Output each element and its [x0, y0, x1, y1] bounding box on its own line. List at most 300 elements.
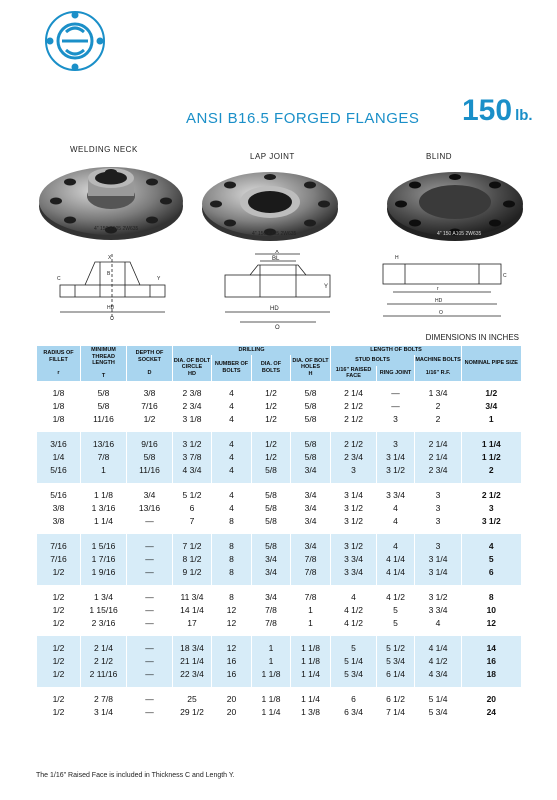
cell-bolt-circle: 4 3/4: [173, 464, 212, 483]
cell-raised-face: 3 1/2: [331, 515, 377, 534]
cell-socket: 5/8: [127, 451, 173, 464]
cell-raised-face: 2 1/2: [331, 413, 377, 432]
cell-radius: 1/2: [37, 604, 81, 617]
cell-raised-face: 5 1/4: [331, 655, 377, 668]
bolt-circle-sym: HD: [188, 370, 196, 377]
cell-machine-bolt: 3: [415, 502, 462, 515]
cell-dia-bolts: 1/2: [252, 432, 291, 451]
cell-dia-holes: 1 1/4: [291, 687, 331, 706]
welding-neck-flange-photo: [36, 158, 186, 243]
flange-dimension-table: [36, 346, 521, 719]
col-dia-of-bolts: DIA. OF BOLTS: [252, 355, 291, 381]
cell-ring-joint: —: [377, 400, 415, 413]
cell-num-bolts: 4: [212, 400, 252, 413]
cell-thread: 2 11/16: [81, 668, 127, 687]
cell-bolt-circle: 2 3/8: [173, 381, 212, 400]
cell-num-bolts: 4: [212, 432, 252, 451]
cell-radius: 3/8: [37, 502, 81, 515]
dia-holes-sym: H: [308, 370, 313, 377]
cell-thread: 1 7/16: [81, 553, 127, 566]
cell-socket: —: [127, 617, 173, 636]
machine-bolts-header: MACHINE BOLTS: [415, 355, 462, 366]
cell-radius: 3/8: [37, 515, 81, 534]
cell-thread: 7/8: [81, 451, 127, 464]
bl-label-h: H: [395, 255, 399, 261]
blind-drawing: [375, 250, 510, 325]
cell-raised-face: 3: [331, 464, 377, 483]
company-logo-icon: [36, 10, 114, 72]
cell-nps: 4: [462, 534, 521, 553]
lj-label-bl: BL: [272, 256, 280, 262]
cell-dia-bolts: 5/8: [252, 502, 291, 515]
cell-socket: —: [127, 687, 173, 706]
cell-dia-bolts: 1: [252, 655, 291, 668]
table-row: [37, 585, 521, 604]
cell-dia-holes: 3/4: [291, 534, 331, 553]
cell-dia-bolts: 1 1/4: [252, 706, 291, 719]
cell-bolt-circle: 14 1/4: [173, 604, 212, 617]
cell-bolt-circle: 22 3/4: [173, 668, 212, 687]
cell-nps: 14: [462, 636, 521, 655]
cell-num-bolts: 16: [212, 655, 252, 668]
cell-radius: 1/2: [37, 566, 81, 585]
cell-bolt-circle: 3 1/2: [173, 432, 212, 451]
cell-dia-holes: 5/8: [291, 413, 331, 432]
cell-nps: 3/4: [462, 400, 521, 413]
cell-ring-joint: 4: [377, 534, 415, 553]
drilling-header: DRILLING: [173, 346, 331, 355]
cell-socket: 13/16: [127, 502, 173, 515]
cell-thread: 11/16: [81, 413, 127, 432]
cell-machine-bolt: 4 1/2: [415, 655, 462, 668]
cell-nps: 1 1/4: [462, 432, 521, 451]
col-number-of-bolts: NUMBER OF BOLTS: [212, 355, 252, 381]
cell-radius: 1/4: [37, 451, 81, 464]
dimensions-note: DIMENSIONS IN INCHES: [425, 333, 519, 342]
cell-dia-holes: 7/8: [291, 566, 331, 585]
cell-dia-bolts: 1 1/8: [252, 668, 291, 687]
cell-ring-joint: 4: [377, 502, 415, 515]
table-row: [37, 413, 521, 432]
socket-header: DEPTH OF SOCKET: [135, 350, 164, 363]
cell-nps: 24: [462, 706, 521, 719]
pressure-class-number: 150: [462, 94, 513, 127]
cell-dia-holes: 3/4: [291, 464, 331, 483]
cell-ring-joint: 5 1/2: [377, 636, 415, 655]
cell-dia-bolts: 7/8: [252, 604, 291, 617]
cell-machine-bolt: 5 3/4: [415, 706, 462, 719]
cell-num-bolts: 4: [212, 413, 252, 432]
cell-socket: —: [127, 636, 173, 655]
socket-sym: D: [147, 369, 152, 376]
cell-socket: —: [127, 604, 173, 617]
thread-header: MINIMUM THREAD LENGTH: [91, 347, 116, 366]
cell-dia-holes: 5/8: [291, 381, 331, 400]
cell-nps: 20: [462, 687, 521, 706]
cell-ring-joint: 5 3/4: [377, 655, 415, 668]
cell-ring-joint: 7 1/4: [377, 706, 415, 719]
cell-thread: 1 5/16: [81, 534, 127, 553]
label-blind: BLIND: [426, 152, 453, 161]
cell-radius: 1/8: [37, 400, 81, 413]
cell-num-bolts: 4: [212, 451, 252, 464]
cell-machine-bolt: 2 3/4: [415, 464, 462, 483]
cell-ring-joint: 5: [377, 617, 415, 636]
cell-raised-face: 3 1/2: [331, 502, 377, 515]
cell-socket: 1/2: [127, 413, 173, 432]
cell-dia-holes: 1 3/8: [291, 706, 331, 719]
col-machine-rf: 1/16" R.F.: [415, 366, 462, 381]
cell-socket: —: [127, 515, 173, 534]
cell-ring-joint: 4 1/4: [377, 566, 415, 585]
cell-raised-face: 6: [331, 687, 377, 706]
cell-ring-joint: 4: [377, 515, 415, 534]
cell-radius: 1/2: [37, 687, 81, 706]
col-bolt-circle: [173, 355, 212, 381]
cell-bolt-circle: 5 1/2: [173, 483, 212, 502]
cell-thread: 1 3/16: [81, 502, 127, 515]
table-row: [37, 502, 521, 515]
cell-ring-joint: 5: [377, 604, 415, 617]
cell-socket: 7/16: [127, 400, 173, 413]
cell-radius: 1/8: [37, 413, 81, 432]
dia-holes-header: DIA. OF BOLT HOLES: [292, 357, 329, 371]
table-row: [37, 617, 521, 636]
table-row: [37, 381, 521, 400]
cell-bolt-circle: 8 1/2: [173, 553, 212, 566]
table-row: [37, 655, 521, 668]
cell-thread: 1 1/4: [81, 515, 127, 534]
table-row: [37, 636, 521, 655]
col-depth-of-socket: [127, 346, 173, 381]
cell-dia-holes: 3/4: [291, 502, 331, 515]
cell-nps: 10: [462, 604, 521, 617]
cell-dia-holes: 1 1/4: [291, 668, 331, 687]
cell-dia-bolts: 5/8: [252, 464, 291, 483]
cell-dia-bolts: 5/8: [252, 483, 291, 502]
blind-marking: 4" 150 A105 2W635: [437, 231, 482, 237]
cell-num-bolts: 4: [212, 464, 252, 483]
cell-ring-joint: 3: [377, 432, 415, 451]
welding-neck-drawing: [55, 250, 170, 325]
table-row: [37, 604, 521, 617]
cell-dia-holes: 5/8: [291, 432, 331, 451]
table-row: [37, 451, 521, 464]
cell-nps: 3: [462, 502, 521, 515]
lj-label-x: X: [275, 250, 280, 255]
cell-nps: 2 1/2: [462, 483, 521, 502]
pressure-class: [462, 94, 533, 128]
cell-raised-face: 3 1/4: [331, 483, 377, 502]
cell-thread: 1: [81, 464, 127, 483]
cell-num-bolts: 4: [212, 381, 252, 400]
cell-socket: 9/16: [127, 432, 173, 451]
cell-bolt-circle: 11 3/4: [173, 585, 212, 604]
cell-raised-face: 4: [331, 585, 377, 604]
table-row: [37, 566, 521, 585]
cell-raised-face: 6 3/4: [331, 706, 377, 719]
label-welding-neck: WELDING NECK: [70, 145, 138, 154]
cell-nps: 2: [462, 464, 521, 483]
cell-dia-holes: 1 1/8: [291, 655, 331, 668]
col-radius-of-fillet: [37, 346, 81, 381]
cell-dia-holes: 1: [291, 604, 331, 617]
cell-raised-face: 4 1/2: [331, 604, 377, 617]
cell-radius: 5/16: [37, 483, 81, 502]
radius-sym: r: [57, 369, 60, 376]
weld-marking: 4" 150 A105 2W635: [94, 226, 139, 232]
bolt-circle-header: DIA. OF BOLT CIRCLE: [173, 357, 211, 371]
cell-dia-bolts: 1/2: [252, 413, 291, 432]
cell-raised-face: 2 3/4: [331, 451, 377, 464]
cell-raised-face: 4 1/2: [331, 617, 377, 636]
table-row: [37, 483, 521, 502]
cell-ring-joint: —: [377, 381, 415, 400]
cell-raised-face: 2 1/2: [331, 400, 377, 413]
cell-dia-holes: 5/8: [291, 400, 331, 413]
cell-thread: 13/16: [81, 432, 127, 451]
cell-raised-face: 2 1/4: [331, 381, 377, 400]
cell-num-bolts: 20: [212, 687, 252, 706]
cell-raised-face: 3 3/4: [331, 553, 377, 566]
cell-ring-joint: 3 1/2: [377, 464, 415, 483]
cell-radius: 1/8: [37, 381, 81, 400]
cell-ring-joint: 4 1/2: [377, 585, 415, 604]
cell-raised-face: 2 1/2: [331, 432, 377, 451]
cell-socket: —: [127, 585, 173, 604]
lj-label-hd: HD: [270, 306, 279, 312]
table-row: [37, 464, 521, 483]
wn-label-hd: HD: [107, 305, 115, 311]
wn-label-c: C: [57, 276, 61, 282]
cell-bolt-circle: 7 1/2: [173, 534, 212, 553]
cell-bolt-circle: 9 1/2: [173, 566, 212, 585]
col-dia-of-holes: [291, 355, 331, 381]
thread-sym: T: [101, 373, 106, 379]
cell-machine-bolt: 2 1/4: [415, 451, 462, 464]
cell-bolt-circle: 2 3/4: [173, 400, 212, 413]
cell-dia-holes: 7/8: [291, 585, 331, 604]
cell-bolt-circle: 7: [173, 515, 212, 534]
cell-num-bolts: 8: [212, 515, 252, 534]
cell-machine-bolt: 3: [415, 483, 462, 502]
table-row: [37, 432, 521, 451]
bl-label-o: O: [439, 310, 443, 316]
lap-joint-flange-photo: [200, 162, 340, 247]
cell-nps: 12: [462, 617, 521, 636]
cell-num-bolts: 20: [212, 706, 252, 719]
cell-dia-bolts: 1/2: [252, 451, 291, 464]
cell-thread: 1 15/16: [81, 604, 127, 617]
wn-label-b: B: [107, 271, 111, 277]
lap-joint-drawing: [220, 250, 335, 330]
page-title: ANSI B16.5 FORGED FLANGES: [186, 110, 420, 127]
cell-nps: 1: [462, 413, 521, 432]
cell-machine-bolt: 3: [415, 515, 462, 534]
bl-label-r: r: [437, 286, 439, 292]
stud-bolts-header: STUD BOLTS: [331, 355, 415, 366]
cell-machine-bolt: 1 3/4: [415, 381, 462, 400]
cell-dia-bolts: 3/4: [252, 553, 291, 566]
label-lap-joint: LAP JOINT: [250, 152, 295, 161]
cell-thread: 1 9/16: [81, 566, 127, 585]
cell-dia-holes: 3/4: [291, 515, 331, 534]
footnote: The 1/16" Raised Face is included in Thickness C and Length Y.: [36, 772, 235, 779]
col-raised-face: 1/16" RAISED FACE: [331, 366, 377, 381]
cell-socket: —: [127, 534, 173, 553]
cell-socket: 3/8: [127, 381, 173, 400]
cell-raised-face: 3 3/4: [331, 566, 377, 585]
cell-ring-joint: 3: [377, 413, 415, 432]
table-row: [37, 515, 521, 534]
cell-socket: —: [127, 706, 173, 719]
cell-raised-face: 5: [331, 636, 377, 655]
cell-machine-bolt: 4 3/4: [415, 668, 462, 687]
cell-machine-bolt: 3: [415, 534, 462, 553]
lj-label-y: Y: [324, 284, 329, 290]
cell-radius: 1/2: [37, 706, 81, 719]
cell-dia-holes: 1 1/8: [291, 636, 331, 655]
length-of-bolts-header: LENGTH OF BOLTS: [331, 346, 462, 355]
cell-nps: 3 1/2: [462, 515, 521, 534]
table-row: [37, 534, 521, 553]
cell-dia-bolts: 5/8: [252, 515, 291, 534]
blind-flange-photo: [385, 162, 525, 247]
cell-nps: 5: [462, 553, 521, 566]
cell-num-bolts: 16: [212, 668, 252, 687]
radius-header: RADIUS OF FILLET: [43, 350, 74, 363]
cell-ring-joint: 3 3/4: [377, 483, 415, 502]
cell-thread: 2 3/16: [81, 617, 127, 636]
table-body: [37, 381, 521, 719]
cell-nps: 6: [462, 566, 521, 585]
cell-radius: 7/16: [37, 534, 81, 553]
cell-dia-bolts: 1 1/8: [252, 687, 291, 706]
cell-ring-joint: 4 1/4: [377, 553, 415, 566]
cell-bolt-circle: 3 1/8: [173, 413, 212, 432]
cell-bolt-circle: 17: [173, 617, 212, 636]
cell-dia-holes: 1: [291, 617, 331, 636]
cell-nps: 1/2: [462, 381, 521, 400]
table-row: [37, 553, 521, 566]
cell-machine-bolt: 4: [415, 617, 462, 636]
lj-label-o: O: [275, 325, 280, 330]
wn-label-x: X: [108, 255, 112, 261]
cell-dia-bolts: 1/2: [252, 381, 291, 400]
table-row: [37, 668, 521, 687]
cell-socket: —: [127, 655, 173, 668]
cell-machine-bolt: 3 1/4: [415, 553, 462, 566]
lap-marking: 4" 150 A105 2W635: [252, 231, 297, 237]
cell-num-bolts: 8: [212, 534, 252, 553]
cell-radius: 1/2: [37, 668, 81, 687]
wn-label-o: O: [110, 316, 114, 322]
cell-num-bolts: 8: [212, 585, 252, 604]
cell-nps: 16: [462, 655, 521, 668]
cell-nps: 1 1/2: [462, 451, 521, 464]
cell-dia-bolts: 1: [252, 636, 291, 655]
cell-machine-bolt: 3 3/4: [415, 604, 462, 617]
cell-thread: 2 1/2: [81, 655, 127, 668]
cell-machine-bolt: 3 1/2: [415, 585, 462, 604]
cell-num-bolts: 4: [212, 483, 252, 502]
cell-radius: 3/16: [37, 432, 81, 451]
cell-socket: 11/16: [127, 464, 173, 483]
cell-socket: —: [127, 566, 173, 585]
cell-bolt-circle: 21 1/4: [173, 655, 212, 668]
cell-raised-face: 3 1/2: [331, 534, 377, 553]
cell-socket: —: [127, 668, 173, 687]
table-row: [37, 706, 521, 719]
cell-dia-holes: 3/4: [291, 483, 331, 502]
cell-machine-bolt: 4 1/4: [415, 636, 462, 655]
cell-radius: 1/2: [37, 617, 81, 636]
cell-dia-bolts: 7/8: [252, 617, 291, 636]
cell-thread: 2 7/8: [81, 687, 127, 706]
cell-thread: 1 3/4: [81, 585, 127, 604]
cell-thread: 1 1/8: [81, 483, 127, 502]
cell-nps: 18: [462, 668, 521, 687]
cell-thread: 5/8: [81, 381, 127, 400]
col-nominal-pipe-size: NOMINAL PIPE SIZE: [462, 346, 521, 381]
cell-dia-bolts: 5/8: [252, 534, 291, 553]
cell-bolt-circle: 3 7/8: [173, 451, 212, 464]
cell-radius: 1/2: [37, 585, 81, 604]
pressure-class-unit: lb.: [515, 107, 533, 124]
cell-ring-joint: 6 1/2: [377, 687, 415, 706]
cell-machine-bolt: 2 1/4: [415, 432, 462, 451]
cell-radius: 1/2: [37, 655, 81, 668]
cell-socket: —: [127, 553, 173, 566]
col-ring-joint: RING JOINT: [377, 366, 415, 381]
cell-num-bolts: 8: [212, 553, 252, 566]
cell-radius: 7/16: [37, 553, 81, 566]
cell-num-bolts: 12: [212, 617, 252, 636]
cell-dia-bolts: 3/4: [252, 566, 291, 585]
cell-machine-bolt: 5 1/4: [415, 687, 462, 706]
cell-raised-face: 5 3/4: [331, 668, 377, 687]
cell-ring-joint: 3 1/4: [377, 451, 415, 464]
table-row: [37, 687, 521, 706]
cell-thread: 2 1/4: [81, 636, 127, 655]
cell-num-bolts: 12: [212, 604, 252, 617]
cell-bolt-circle: 6: [173, 502, 212, 515]
cell-bolt-circle: 18 3/4: [173, 636, 212, 655]
col-thread-length: [81, 346, 127, 381]
cell-bolt-circle: 29 1/2: [173, 706, 212, 719]
cell-num-bolts: 4: [212, 502, 252, 515]
cell-bolt-circle: 25: [173, 687, 212, 706]
cell-dia-bolts: 3/4: [252, 585, 291, 604]
cell-machine-bolt: 2: [415, 400, 462, 413]
cell-radius: 5/16: [37, 464, 81, 483]
cell-machine-bolt: 3 1/4: [415, 566, 462, 585]
wn-label-y: Y: [157, 276, 161, 282]
cell-machine-bolt: 2: [415, 413, 462, 432]
table-row: [37, 400, 521, 413]
bl-label-hd: HD: [435, 298, 443, 304]
cell-thread: 5/8: [81, 400, 127, 413]
cell-radius: 1/2: [37, 636, 81, 655]
cell-nps: 8: [462, 585, 521, 604]
cell-ring-joint: 6 1/4: [377, 668, 415, 687]
cell-num-bolts: 12: [212, 636, 252, 655]
cell-dia-holes: 7/8: [291, 553, 331, 566]
cell-thread: 3 1/4: [81, 706, 127, 719]
bl-label-c: C: [503, 273, 507, 279]
cell-socket: 3/4: [127, 483, 173, 502]
cell-num-bolts: 8: [212, 566, 252, 585]
